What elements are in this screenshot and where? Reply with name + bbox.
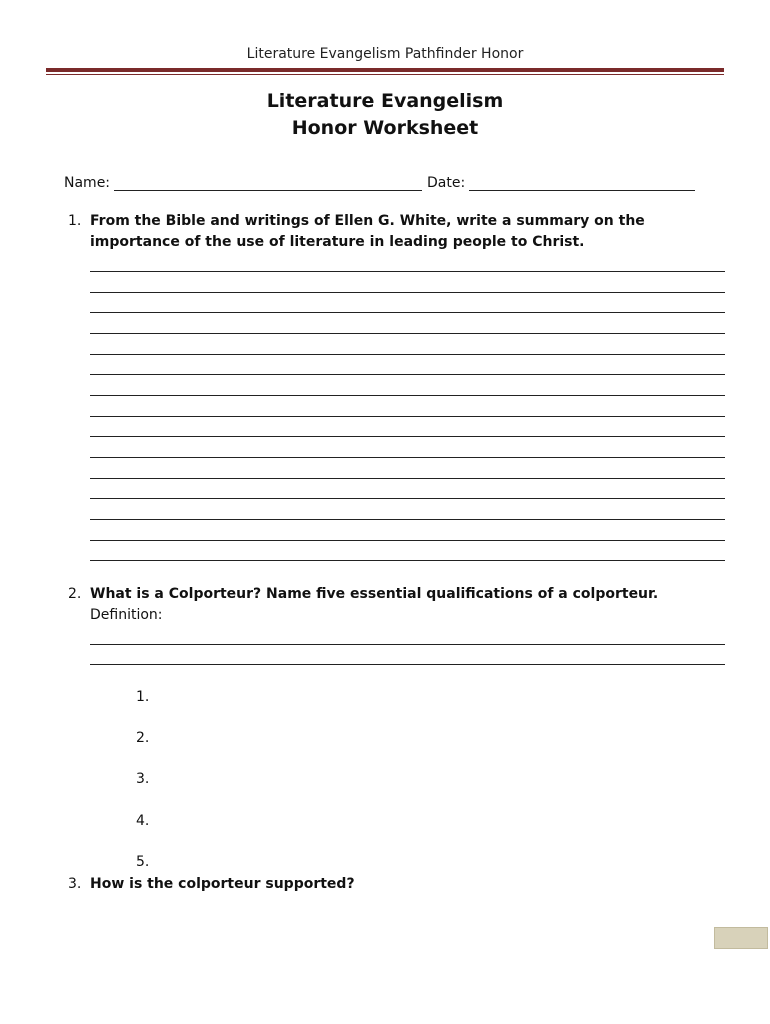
question-number: 3.	[68, 876, 82, 892]
running-header: Literature Evangelism Pathfinder Honor	[246, 46, 524, 62]
title-line-2: Honor Worksheet	[291, 117, 479, 139]
question-text	[90, 211, 730, 253]
answer-line[interactable]	[90, 374, 725, 375]
page-title	[0, 88, 770, 142]
answer-line[interactable]	[90, 457, 725, 458]
answer-line[interactable]	[90, 333, 725, 334]
qualification-item-3: 3.	[136, 771, 150, 787]
question-text: How is the colporteur supported?	[90, 876, 355, 892]
question-1-line-2: importance of the use of literature in leading people to Christ.	[90, 234, 585, 250]
question-2-text: What is a Colporteur? Name five essential qualifications of a colporteur.	[90, 586, 659, 602]
qualification-item-4: 4.	[136, 813, 150, 829]
answer-line[interactable]	[90, 395, 725, 396]
answer-line[interactable]	[90, 271, 725, 272]
date-field[interactable]	[469, 174, 695, 191]
question-number: 2.	[68, 586, 82, 602]
name-field[interactable]	[114, 174, 422, 191]
answer-line[interactable]	[90, 540, 725, 541]
title-line-1: Literature Evangelism	[266, 90, 504, 112]
name-date-row	[64, 171, 695, 191]
answer-line[interactable]	[90, 519, 725, 520]
header-rule	[46, 68, 724, 72]
header-rule-thin	[46, 74, 724, 75]
answer-line[interactable]	[90, 416, 725, 417]
answer-line[interactable]	[90, 292, 725, 293]
name-label: Name:	[64, 175, 111, 191]
answer-line[interactable]	[90, 436, 725, 437]
question-number: 1.	[68, 213, 82, 229]
answer-line[interactable]	[90, 498, 725, 499]
qualification-item-5: 5.	[136, 854, 150, 870]
definition-label: Definition:	[90, 607, 163, 623]
qualification-item-2: 2.	[136, 730, 150, 746]
page-number-tab	[714, 927, 768, 949]
question-1-line-1: From the Bible and writings of Ellen G. White, write a summary on the	[90, 213, 645, 229]
definition-line[interactable]	[90, 644, 725, 645]
qualification-item-1: 1.	[136, 689, 150, 705]
definition-line[interactable]	[90, 664, 725, 665]
answer-line[interactable]	[90, 312, 725, 313]
answer-line[interactable]	[90, 560, 725, 561]
date-label: Date:	[427, 175, 466, 191]
answer-line[interactable]	[90, 478, 725, 479]
question-text	[90, 584, 730, 626]
answer-line[interactable]	[90, 354, 725, 355]
